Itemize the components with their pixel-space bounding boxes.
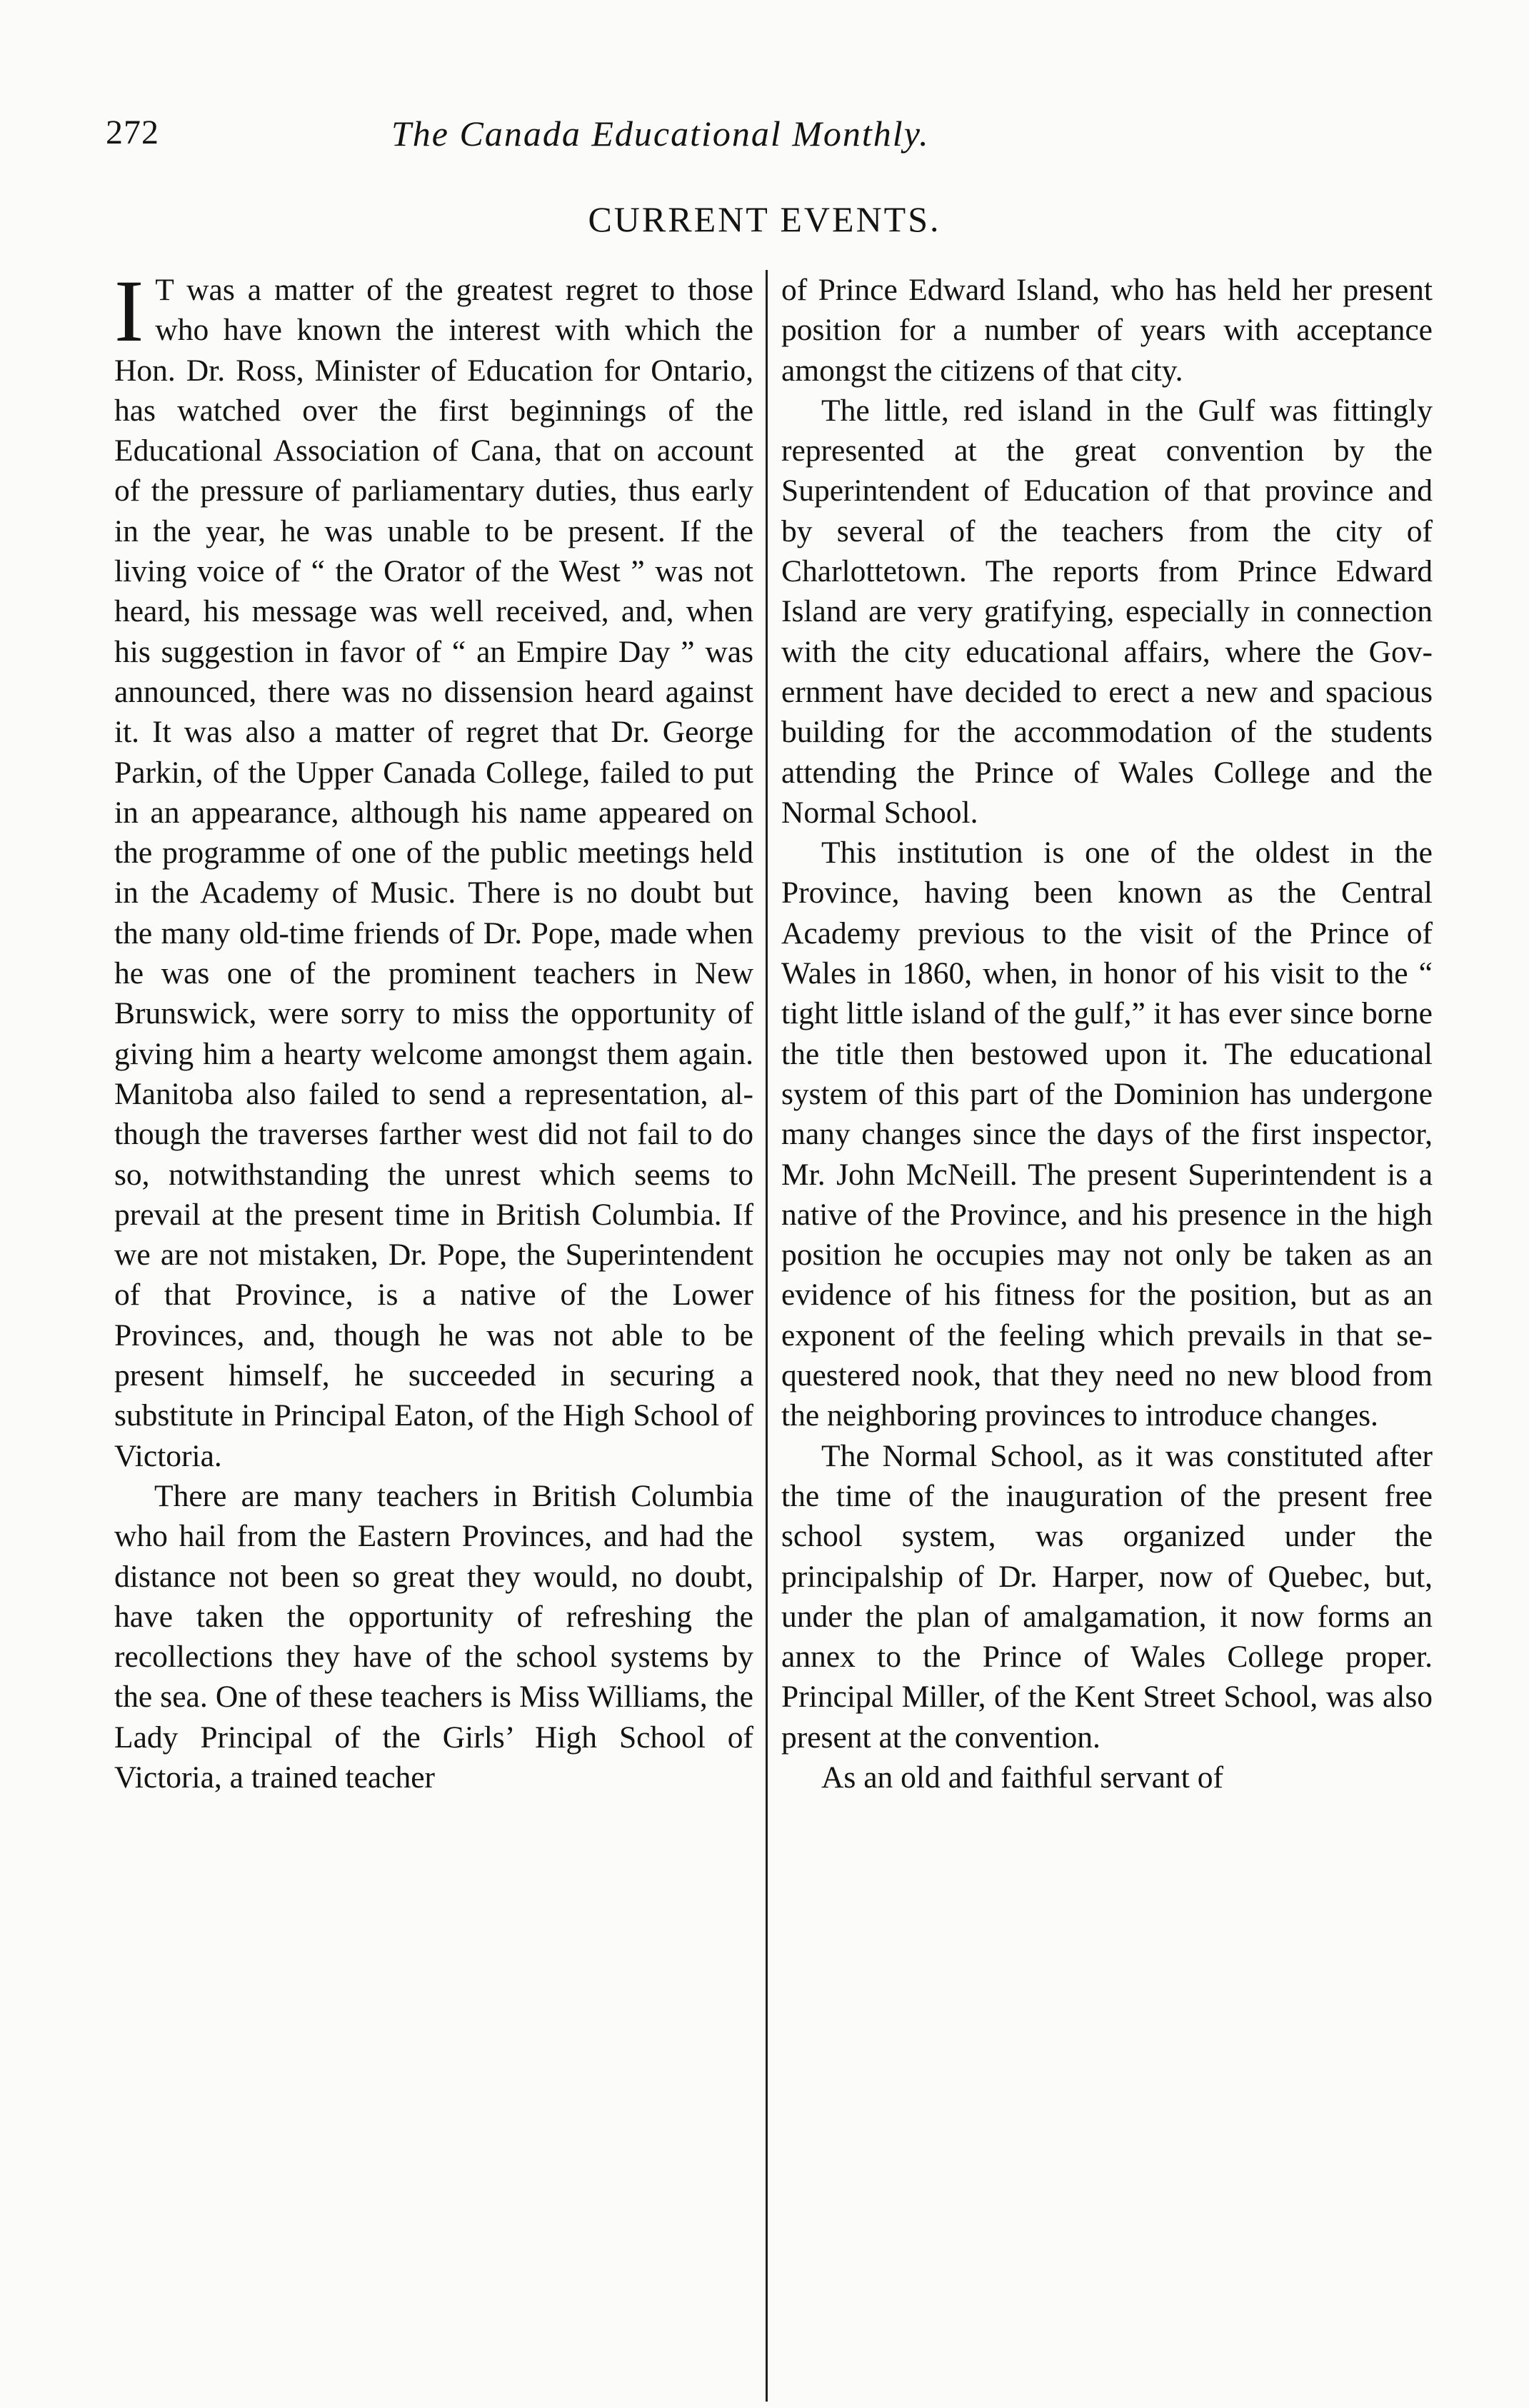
journal-title: The Canada Educational Monthly. — [391, 114, 930, 154]
left-column — [114, 262, 753, 2405]
column-divider — [766, 270, 768, 2402]
paragraph: This institution is one of the oldest in the Province, having been known as the Central Academy previous to the visit of the Prince of Wales in 1860, when, in honor of his visit to the “ tight little island of the gulf,” it has ever since borne the title then bestowed upon it. The educational system of this part of the Dominion has undergone many changes since the days of the first inspector, Mr. John McNeill. The present Superintendent is a native of the Province, and his presence in the high position he occupies may not only be taken as an evidence of his fitness for the position, but as an exponent of the feeling which prevails in that sequestered nook, that they need no new blood from the neighboring provinces to introduce changes. — [781, 836, 1433, 1433]
running-head — [106, 113, 1422, 163]
page-number: 272 — [106, 114, 159, 151]
paragraph: The little, red island in the Gulf was fittingly represented at the great convention by the Superintendent of Education of that province and by several of the teachers from the city of Charlottetown. The reports from Prince Edward Island are very gratifying, especially in connection with the city educational affairs, where the Government have decided to erect a new and spacious building for the accommodation of the students attending the Prince of Wales College and the Normal School. — [781, 393, 1433, 830]
paragraph: of Prince Edward Island, who has held her present position for a number of years with acceptance amongst the citizens of that city. — [781, 273, 1433, 388]
paragraph-text: T was a matter of the greatest regret to those who have known the interest with which the Hon. Dr. Ross, Minister of Education for Ontario, has watched over the first beginnings of the Educational Association of Cana, that on account of the pressure of parliamentary duties, thus early in the year, he was unable to be present. If the living voice of “ the Orator of the West ” was not heard, his message was well received, and, when his suggestion in favor of “ an Empire Day ” was announced, there was no dissension heard against it. It was also a matter of regret that Dr. George Parkin, of the Upper Canada College, failed to put in an appearance, although his name appeared on the programme of one of the public meetings held in the Academy of Music. There is no doubt but the many old-time friends of Dr. Pope, made when he was one of the prominent teachers in New Brunswick, were sorry to miss the opportunity of giving him a hearty welcome amongst them again. Manitoba also failed to send a representation, although the traverses farther west did not fail to do so, notwithstanding the unrest which seems to prevail at the present time in British Columbia. If we are not mistaken, Dr. Pope, the Superintendent of that Province, is a native of the Lower Provinces, and, though he was not able to be present himself, he succeeded in securing a substitute in Principal Eaton, of the High School of Victoria. — [114, 273, 753, 1473]
right-column — [781, 270, 1433, 2405]
paragraph: There are many teachers in British Columbia who hail from the Eastern Provinces, and had the distance not been so great they would, no doubt, have taken the opportunity of refreshing the recollections they have of the school systems by the sea. One of these teachers is Miss Williams, the Lady Principal of the Girls’ High School of Victoria, a trained teacher — [114, 1478, 753, 1795]
section-title: CURRENT EVENTS. — [588, 199, 941, 239]
paragraph — [114, 262, 753, 1476]
paragraph: As an old and faithful servant of — [821, 1760, 1223, 1795]
paragraph: The Normal School, as it was constituted after the time of the inauguration of the present free school system, was organized under the principalship of Dr. Harper, now of Quebec, but, under the plan of amalgamation, it now forms an annex to the Prince of Wales College proper. Principal Miller, of the Kent Street School, was also present at the convention. — [781, 1438, 1433, 1755]
drop-cap: I — [114, 262, 144, 360]
